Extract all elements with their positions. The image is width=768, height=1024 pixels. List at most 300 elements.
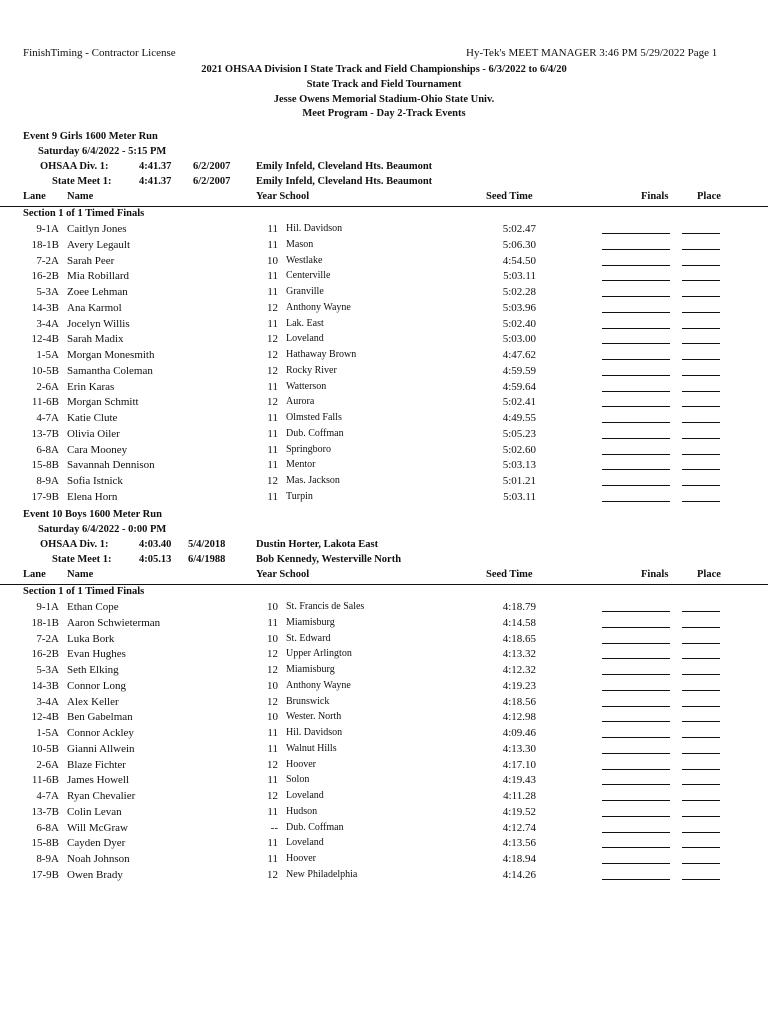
- entry-name: Sarah Peer: [67, 254, 115, 267]
- entry-school: Mason: [286, 238, 314, 250]
- entry-lane: 2-6A: [36, 758, 59, 771]
- entry-year: 11: [267, 270, 278, 283]
- entry-name: Cara Mooney: [67, 443, 128, 456]
- entry-name: Jocelyn Willis: [67, 317, 130, 330]
- finals-blank[interactable]: [602, 696, 670, 707]
- finals-blank[interactable]: [602, 381, 670, 392]
- entry-year: 11: [267, 490, 278, 503]
- entry-lane: 15-8B: [31, 459, 59, 472]
- entry-name: Zoee Lehman: [67, 286, 128, 298]
- entry-lane: 13-7B: [31, 427, 59, 440]
- entry-seed-time: 5:03.11: [503, 490, 536, 503]
- entry-seed-time: 4:19.43: [502, 774, 536, 787]
- place-blank[interactable]: [682, 412, 720, 423]
- header-right: Hy-Tek's MEET MANAGER 3:46 PM 5/29/2022 Page 1: [466, 47, 718, 59]
- place-blank[interactable]: [682, 270, 720, 281]
- entry-seed-time: 5:03.96: [502, 301, 536, 314]
- entry-year: 11: [267, 317, 278, 330]
- column-name: Name: [67, 191, 94, 202]
- place-blank[interactable]: [682, 774, 720, 785]
- entry-school: Watterson: [286, 380, 327, 392]
- place-blank[interactable]: [682, 365, 720, 376]
- finals-blank[interactable]: [602, 853, 670, 864]
- entry-seed-time: 5:05.23: [502, 427, 536, 440]
- entry-name: Morgan Schmitt: [67, 396, 139, 409]
- entry-seed-time: 4:13.56: [502, 837, 536, 850]
- entry-year: 11: [267, 805, 278, 818]
- finals-blank[interactable]: [602, 396, 670, 407]
- entry-seed-time: 5:02.47: [502, 223, 536, 235]
- place-blank[interactable]: [682, 381, 720, 392]
- place-blank[interactable]: [682, 696, 720, 707]
- entry-school: Aurora: [286, 396, 315, 408]
- entry-name: Sarah Madix: [67, 333, 124, 346]
- entry-school: Walnut Hills: [286, 742, 337, 754]
- entry-year: 11: [267, 286, 278, 298]
- entry-year: 11: [267, 427, 278, 440]
- record-line: [0, 539, 768, 553]
- entry-lane: 5-3A: [36, 664, 59, 676]
- entry-seed-time: 5:01.21: [502, 475, 536, 487]
- finals-blank[interactable]: [602, 633, 670, 644]
- entry-name: Samantha Coleman: [67, 364, 153, 377]
- column-name: Name: [67, 569, 94, 580]
- entry-seed-time: 5:03.13: [502, 459, 536, 472]
- place-blank[interactable]: [682, 743, 720, 754]
- place-blank[interactable]: [682, 680, 720, 691]
- record-label: OHSAA Div. 1:: [40, 539, 109, 550]
- event-date: Saturday 6/4/2022 - 5:15 PM: [38, 146, 167, 157]
- column-header: [0, 569, 768, 585]
- entry-school: Anthony Wayne: [286, 301, 351, 313]
- entry-row: [0, 743, 768, 759]
- entry-year: 12: [267, 396, 278, 409]
- entry-row: [0, 428, 768, 444]
- entry-lane: 10-5B: [31, 364, 59, 377]
- entry-row: [0, 759, 768, 775]
- entry-lane: 1-5A: [36, 349, 59, 361]
- place-blank[interactable]: [682, 837, 720, 848]
- place-blank[interactable]: [682, 475, 720, 486]
- finals-blank[interactable]: [602, 349, 670, 360]
- place-blank[interactable]: [682, 759, 720, 770]
- entry-year: 12: [267, 475, 278, 487]
- header-left: FinishTiming - Contractor License: [23, 47, 176, 59]
- entry-school: Hudson: [286, 805, 318, 817]
- finals-blank[interactable]: [602, 286, 670, 297]
- entry-school: Miamisburg: [286, 616, 335, 628]
- finals-blank[interactable]: [602, 869, 670, 880]
- entry-school: Granville: [286, 286, 324, 297]
- entry-row: [0, 349, 768, 365]
- entry-school: Centerville: [286, 270, 331, 282]
- entry-lane: 9-1A: [36, 223, 59, 235]
- entry-name: Alex Keller: [67, 695, 119, 708]
- entry-seed-time: 4:54.50: [502, 254, 536, 267]
- entry-row: [0, 412, 768, 428]
- entry-lane: 3-4A: [36, 317, 59, 330]
- entry-school: Dub. Coffman: [286, 427, 344, 439]
- place-blank[interactable]: [682, 806, 720, 817]
- record-label: State Meet 1:: [52, 554, 112, 565]
- finals-blank[interactable]: [602, 428, 670, 439]
- entry-lane: 9-1A: [36, 601, 59, 613]
- column-finals: Finals: [641, 569, 669, 580]
- place-blank[interactable]: [682, 869, 720, 880]
- record-date: 6/2/2007: [193, 161, 231, 172]
- entry-lane: 16-2B: [31, 270, 59, 283]
- entry-name: Connor Long: [67, 679, 126, 692]
- entry-seed-time: 4:19.23: [502, 679, 536, 692]
- entry-name: Katie Clute: [67, 412, 118, 424]
- entry-lane: 12-4B: [31, 711, 59, 724]
- entry-seed-time: 4:09.46: [502, 727, 536, 739]
- entry-year: 12: [267, 758, 278, 771]
- entry-lane: 14-3B: [31, 679, 59, 692]
- entry-seed-time: 4:13.32: [502, 648, 536, 661]
- record-date: 5/4/2018: [188, 539, 226, 550]
- entry-seed-time: 4:12.32: [502, 664, 536, 676]
- entry-school: Hoover: [286, 758, 316, 770]
- entry-year: 10: [267, 632, 278, 645]
- entry-school: St. Edward: [286, 632, 331, 644]
- record-holder: Bob Kennedy, Westerville North: [256, 554, 402, 565]
- record-line: [0, 161, 768, 175]
- place-blank[interactable]: [682, 790, 720, 801]
- finals-blank[interactable]: [602, 711, 670, 722]
- entry-school: New Philadelphia: [286, 868, 358, 880]
- entry-name: James Howell: [67, 774, 130, 787]
- entry-lane: 18-1B: [31, 616, 59, 629]
- entry-row: [0, 633, 768, 649]
- place-blank[interactable]: [682, 617, 720, 628]
- entry-row: [0, 333, 768, 349]
- column-seed: Seed Time: [486, 569, 533, 580]
- entry-lane: 7-2A: [36, 632, 59, 645]
- column-seed: Seed Time: [486, 191, 533, 202]
- entry-row: [0, 223, 768, 239]
- entry-row: [0, 255, 768, 271]
- section-label: Section 1 of 1 Timed Finals: [23, 208, 145, 219]
- column-finals: Finals: [641, 191, 669, 202]
- column-year-school: Year School: [256, 191, 310, 202]
- entry-year: 11: [267, 742, 278, 755]
- finals-blank[interactable]: [602, 601, 670, 612]
- entry-name: Savannah Dennison: [67, 459, 155, 472]
- finals-blank[interactable]: [602, 270, 670, 281]
- entry-school: Loveland: [286, 333, 324, 345]
- finals-blank[interactable]: [602, 806, 670, 817]
- entry-year: 10: [267, 711, 278, 724]
- entry-lane: 8-9A: [36, 853, 59, 865]
- entry-lane: 8-9A: [36, 475, 59, 487]
- entry-seed-time: 5:02.40: [502, 317, 536, 330]
- entry-school: Hil. Davidson: [286, 223, 343, 234]
- entry-row: [0, 648, 768, 664]
- entry-name: Aaron Schwieterman: [67, 616, 161, 629]
- entry-year: 12: [267, 664, 278, 676]
- entry-school: Wester. North: [286, 711, 342, 723]
- finals-blank[interactable]: [602, 333, 670, 344]
- entry-name: Gianni Allwein: [67, 742, 135, 755]
- entry-row: [0, 459, 768, 475]
- entry-school: Turpin: [286, 490, 313, 502]
- entry-row: [0, 664, 768, 680]
- entry-year: 12: [267, 790, 278, 802]
- place-blank[interactable]: [682, 491, 720, 502]
- entry-name: Will McGraw: [67, 821, 128, 834]
- entry-lane: 17-9B: [31, 490, 59, 503]
- entry-school: Springboro: [286, 443, 331, 455]
- entry-seed-time: 5:02.41: [502, 396, 536, 409]
- column-header: [0, 191, 768, 207]
- entry-row: [0, 239, 768, 255]
- entry-name: Ethan Cope: [67, 601, 119, 613]
- place-blank[interactable]: [682, 633, 720, 644]
- entry-lane: 17-9B: [31, 868, 59, 881]
- entry-seed-time: 4:18.65: [502, 632, 536, 645]
- entry-row: [0, 617, 768, 633]
- column-lane: Lane: [23, 569, 46, 580]
- place-blank[interactable]: [682, 428, 720, 439]
- tournament-title: State Track and Field Tournament: [306, 79, 462, 90]
- entry-seed-time: 5:02.28: [502, 286, 536, 298]
- finals-blank[interactable]: [602, 255, 670, 266]
- entry-lane: 16-2B: [31, 648, 59, 661]
- place-blank[interactable]: [682, 459, 720, 470]
- entry-name: Noah Johnson: [67, 853, 130, 865]
- column-lane: Lane: [23, 191, 46, 202]
- column-place: Place: [697, 569, 721, 580]
- entry-year: 12: [267, 648, 278, 661]
- entry-year: 12: [267, 695, 278, 708]
- record-label: OHSAA Div. 1:: [40, 161, 109, 172]
- entry-year: 10: [267, 254, 278, 267]
- entry-row: [0, 727, 768, 743]
- entry-name: Colin Levan: [67, 805, 122, 818]
- place-blank[interactable]: [682, 711, 720, 722]
- entry-lane: 7-2A: [36, 254, 59, 267]
- entry-name: Caitlyn Jones: [67, 223, 127, 235]
- entry-school: Solon: [286, 774, 310, 786]
- entry-seed-time: 5:03.11: [503, 270, 536, 283]
- entry-year: 10: [267, 601, 278, 613]
- place-blank[interactable]: [682, 444, 720, 455]
- event-title: Event 9 Girls 1600 Meter Run: [23, 131, 158, 142]
- finals-blank[interactable]: [602, 239, 670, 250]
- entry-row: [0, 822, 768, 838]
- entry-lane: 18-1B: [31, 238, 59, 251]
- entry-name: Avery Legault: [67, 238, 131, 251]
- entry-seed-time: 4:13.30: [502, 742, 536, 755]
- finals-blank[interactable]: [602, 365, 670, 376]
- entry-name: Mia Robillard: [67, 270, 130, 283]
- entry-seed-time: 5:06.30: [502, 238, 536, 251]
- record-holder: Dustin Horter, Lakota East: [256, 539, 379, 550]
- place-blank[interactable]: [682, 853, 720, 864]
- finals-blank[interactable]: [602, 491, 670, 502]
- entry-row: [0, 302, 768, 318]
- finals-blank[interactable]: [602, 459, 670, 470]
- finals-blank[interactable]: [602, 759, 670, 770]
- entry-year: 11: [267, 380, 278, 393]
- place-blank[interactable]: [682, 333, 720, 344]
- entry-seed-time: 4:11.28: [503, 790, 536, 802]
- entry-lane: 11-6B: [31, 774, 59, 787]
- place-blank[interactable]: [682, 223, 720, 234]
- entry-lane: 13-7B: [31, 805, 59, 818]
- entry-year: 11: [267, 727, 278, 739]
- entry-year: 11: [267, 459, 278, 472]
- place-blank[interactable]: [682, 255, 720, 266]
- place-blank[interactable]: [682, 648, 720, 659]
- entry-school: Brunswick: [286, 695, 330, 707]
- finals-blank[interactable]: [602, 837, 670, 848]
- entry-school: Lak. East: [286, 317, 324, 329]
- entry-year: 11: [267, 223, 278, 235]
- place-blank[interactable]: [682, 318, 720, 329]
- entry-lane: 4-7A: [36, 412, 59, 424]
- entry-name: Owen Brady: [67, 868, 123, 881]
- entry-seed-time: 4:47.62: [502, 349, 536, 361]
- finals-blank[interactable]: [602, 680, 670, 691]
- finals-blank[interactable]: [602, 302, 670, 313]
- entry-seed-time: 4:12.98: [502, 711, 536, 724]
- column-year-school: Year School: [256, 569, 310, 580]
- entry-row: [0, 774, 768, 790]
- place-blank[interactable]: [682, 396, 720, 407]
- entry-school: Loveland: [286, 837, 324, 849]
- event-date: Saturday 6/4/2022 - 0:00 PM: [38, 524, 167, 535]
- entry-year: 10: [267, 679, 278, 692]
- place-blank[interactable]: [682, 822, 720, 833]
- entry-seed-time: 4:14.26: [502, 868, 536, 881]
- entry-name: Luka Bork: [67, 632, 115, 645]
- finals-blank[interactable]: [602, 664, 670, 675]
- entry-seed-time: 5:03.00: [502, 333, 536, 346]
- entry-school: Westlake: [286, 254, 323, 266]
- finals-blank[interactable]: [602, 648, 670, 659]
- finals-blank[interactable]: [602, 617, 670, 628]
- entry-name: Cayden Dyer: [67, 837, 126, 850]
- place-blank[interactable]: [682, 664, 720, 675]
- entry-school: Anthony Wayne: [286, 679, 351, 691]
- entry-year: 11: [267, 837, 278, 850]
- entry-lane: 5-3A: [36, 286, 59, 298]
- record-time: 4:41.37: [139, 161, 172, 172]
- entry-seed-time: 4:18.79: [502, 601, 536, 613]
- entry-lane: 11-6B: [31, 396, 59, 409]
- entry-seed-time: 4:17.10: [502, 758, 536, 771]
- entry-year: 12: [267, 868, 278, 881]
- record-time: 4:41.37: [139, 176, 172, 187]
- entry-name: Morgan Monesmith: [67, 349, 155, 361]
- place-blank[interactable]: [682, 727, 720, 738]
- place-blank[interactable]: [682, 239, 720, 250]
- place-blank[interactable]: [682, 601, 720, 612]
- place-blank[interactable]: [682, 286, 720, 297]
- entry-name: Erin Karas: [67, 380, 115, 393]
- entry-school: Hoover: [286, 853, 316, 864]
- entry-name: Ben Gabelman: [67, 711, 133, 724]
- record-holder: Emily Infeld, Cleveland Hts. Beaumont: [256, 176, 433, 187]
- entry-seed-time: 4:18.94: [502, 853, 536, 865]
- entry-row: [0, 475, 768, 491]
- place-blank[interactable]: [682, 302, 720, 313]
- entry-name: Seth Elking: [67, 664, 119, 676]
- entry-year: 12: [267, 364, 278, 377]
- record-line: [0, 554, 768, 568]
- entry-row: [0, 853, 768, 869]
- entry-row: [0, 680, 768, 696]
- column-place: Place: [697, 191, 721, 202]
- entry-lane: 1-5A: [36, 727, 59, 739]
- entry-name: Olivia Oiler: [67, 427, 120, 440]
- entry-row: [0, 286, 768, 302]
- entry-name: Ryan Chevalier: [67, 790, 136, 802]
- entry-row: [0, 837, 768, 853]
- entry-year: 11: [267, 616, 278, 629]
- entry-row: [0, 270, 768, 286]
- entry-seed-time: 5:02.60: [502, 443, 536, 456]
- finals-blank[interactable]: [602, 412, 670, 423]
- entry-school: Mentor: [286, 459, 316, 471]
- finals-blank[interactable]: [602, 727, 670, 738]
- entry-school: Loveland: [286, 790, 324, 801]
- finals-blank[interactable]: [602, 444, 670, 455]
- entry-school: Rocky River: [286, 364, 337, 376]
- entry-school: Miamisburg: [286, 664, 335, 675]
- entry-name: Elena Horn: [67, 490, 118, 503]
- entry-row: [0, 806, 768, 822]
- place-blank[interactable]: [682, 349, 720, 360]
- entry-year: 11: [267, 853, 278, 865]
- entry-row: [0, 444, 768, 460]
- entry-lane: 12-4B: [31, 333, 59, 346]
- record-label: State Meet 1:: [52, 176, 112, 187]
- finals-blank[interactable]: [602, 774, 670, 785]
- entry-row: [0, 790, 768, 806]
- finals-blank[interactable]: [602, 743, 670, 754]
- entry-row: [0, 601, 768, 617]
- entry-lane: 3-4A: [36, 695, 59, 708]
- entry-year: 11: [267, 443, 278, 456]
- finals-blank[interactable]: [602, 318, 670, 329]
- entry-school: Hathaway Brown: [286, 349, 357, 360]
- record-holder: Emily Infeld, Cleveland Hts. Beaumont: [256, 161, 433, 172]
- entry-lane: 15-8B: [31, 837, 59, 850]
- entry-name: Evan Hughes: [67, 648, 126, 661]
- entry-row: [0, 711, 768, 727]
- entry-school: Mas. Jackson: [286, 475, 340, 486]
- finals-blank[interactable]: [602, 223, 670, 234]
- entry-name: Ana Karmol: [67, 301, 122, 314]
- entry-seed-time: 4:19.52: [502, 805, 536, 818]
- program-title: Meet Program - Day 2-Track Events: [302, 108, 466, 119]
- event-title: Event 10 Boys 1600 Meter Run: [23, 509, 162, 520]
- entry-lane: 10-5B: [31, 742, 59, 755]
- entry-seed-time: 4:59.64: [502, 380, 536, 393]
- entry-row: [0, 365, 768, 381]
- finals-blank[interactable]: [602, 822, 670, 833]
- finals-blank[interactable]: [602, 790, 670, 801]
- entry-row: [0, 869, 768, 885]
- entry-year: 11: [267, 774, 278, 787]
- entry-lane: 6-8A: [36, 443, 59, 456]
- finals-blank[interactable]: [602, 475, 670, 486]
- entry-lane: 2-6A: [36, 380, 59, 393]
- record-time: 4:05.13: [139, 554, 172, 565]
